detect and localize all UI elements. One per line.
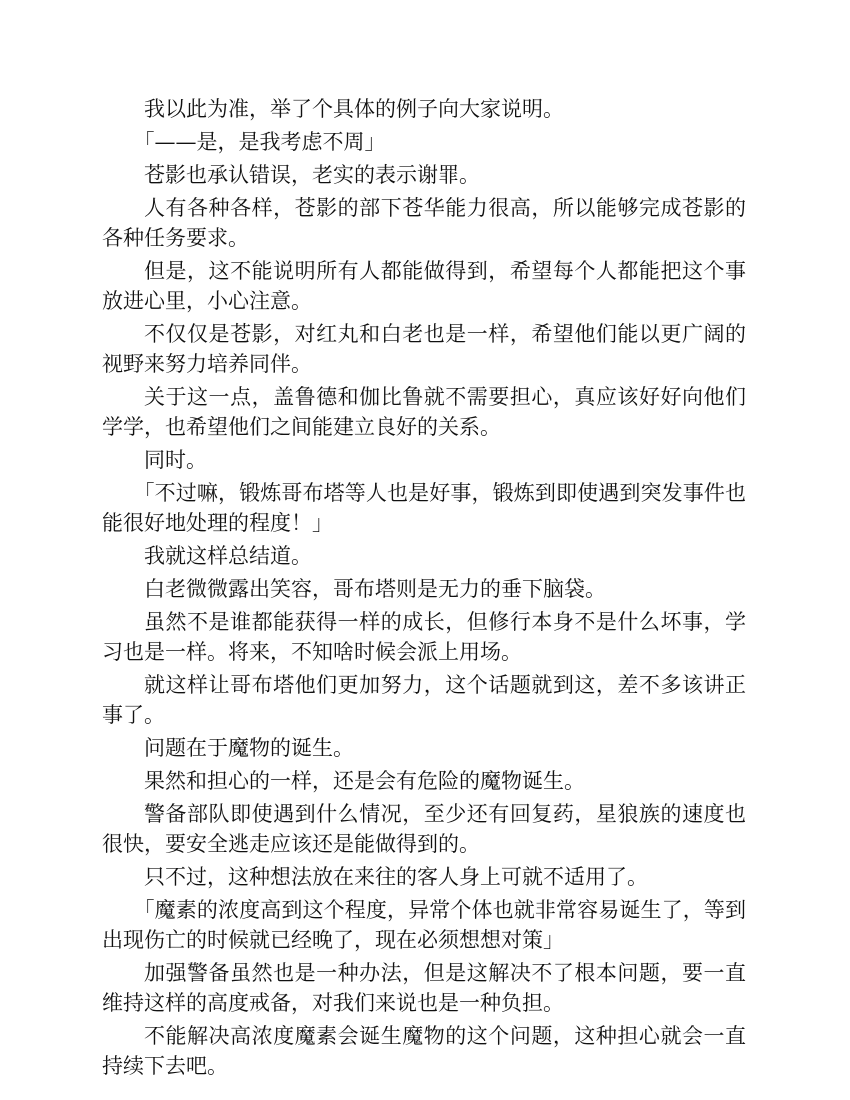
paragraph: 人有各种各样，苍影的部下苍华能力很高，所以能够完成苍影的各种任务要求。: [102, 196, 746, 250]
paragraph: 但是，这不能说明所有人都能做得到，希望每个人都能把这个事放进心里，小心注意。: [102, 259, 746, 313]
paragraph: 同时。: [144, 448, 207, 472]
paragraph: 关于这一点，盖鲁德和伽比鲁就不需要担心，真应该好好向他们学学，也希望他们之间能建立良好的关系。: [102, 385, 746, 439]
paragraph: 虽然不是谁都能获得一样的成长，但修行本身不是什么坏事，学习也是一样。将来，不知啥时候会派上用场。: [102, 610, 746, 664]
dialogue-line: 「——是，是我考虑不周」: [133, 130, 386, 154]
paragraph: 白老微微露出笑容，哥布塔则是无力的垂下脑袋。: [144, 577, 606, 601]
dialogue-line: 「魔素的浓度高到这个程度，异常个体也就非常容易诞生了，等到出现伤亡的时候就已经晚了，现在必须想想对策」: [102, 898, 746, 952]
paragraph: 问题在于魔物的诞生。: [144, 736, 354, 760]
paragraph: 只不过，这种想法放在来往的客人身上可就不适用了。: [144, 865, 648, 889]
paragraph: 就这样让哥布塔他们更加努力，这个话题就到这，差不多该讲正事了。: [102, 673, 746, 727]
paragraph: 果然和担心的一样，还是会有危险的魔物诞生。: [144, 769, 585, 793]
paragraph: 不仅仅是苍影，对红丸和白老也是一样，希望他们能以更广阔的视野来努力培养同伴。: [102, 322, 746, 376]
document-page: [102, 94, 746, 1084]
paragraph: 苍影也承认错误，老实的表示谢罪。: [144, 163, 480, 187]
paragraph: 警备部队即使遇到什么情况，至少还有回复药，星狼族的速度也很快，要安全逃走应该还是能做得到的。: [102, 802, 746, 856]
paragraph: 不能解决高浓度魔素会诞生魔物的这个问题，这种担心就会一直持续下去吧。: [102, 1024, 746, 1078]
paragraph: 我就这样总结道。: [144, 544, 312, 568]
paragraph: 我以此为准，举了个具体的例子向大家说明。: [144, 97, 564, 121]
paragraph: 加强警备虽然也是一种办法，但是这解决不了根本问题，要一直维持这样的高度戒备，对我们来说也是一种负担。: [102, 961, 746, 1015]
dialogue-line: 「不过嘛，锻炼哥布塔等人也是好事，锻炼到即使遇到突发事件也能很好地处理的程度！」: [102, 481, 746, 535]
